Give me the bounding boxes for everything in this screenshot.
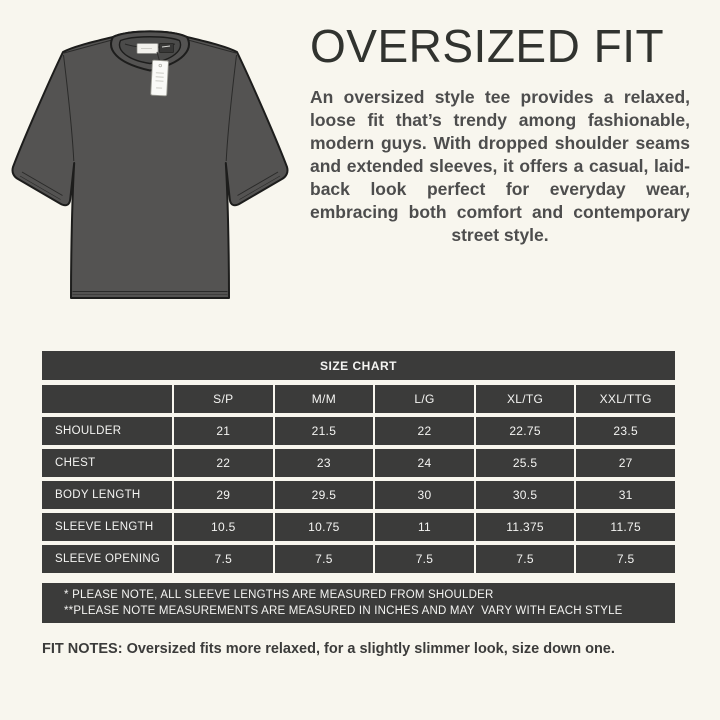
- row-label: CHEST: [42, 449, 172, 477]
- size-value: 23.5: [576, 417, 675, 445]
- size-value: 21: [174, 417, 273, 445]
- row-label: SLEEVE OPENING: [42, 545, 172, 573]
- size-value: 7.5: [476, 545, 575, 573]
- fit-notes-label: FIT NOTES:: [42, 641, 123, 657]
- size-value: 30: [375, 481, 474, 509]
- size-value: 27: [576, 449, 675, 477]
- fit-notes: [42, 641, 692, 657]
- corner-cell: [42, 385, 172, 413]
- size-value: 30.5: [476, 481, 575, 509]
- size-chart-title: SIZE CHART: [42, 351, 675, 380]
- column-header: XXL/TTG: [576, 385, 675, 413]
- size-value: 11.75: [576, 513, 675, 541]
- header-section: [310, 16, 690, 247]
- note-line-2: **PLEASE NOTE MEASUREMENTS ARE MEASURED IN INCHES AND MAY VARY WITH EACH STYLE: [64, 604, 623, 617]
- size-value: 7.5: [375, 545, 474, 573]
- tshirt-drawing-svg: [0, 0, 300, 340]
- fit-notes-text: Oversized fits more relaxed, for a slightly slimmer look, size down one.: [122, 641, 615, 657]
- size-value: 7.5: [174, 545, 273, 573]
- column-header: L/G: [375, 385, 474, 413]
- size-chart: [42, 351, 675, 623]
- size-value: 29.5: [275, 481, 374, 509]
- size-value: 7.5: [576, 545, 675, 573]
- column-header: M/M: [275, 385, 374, 413]
- size-chart-notes: [42, 583, 675, 623]
- size-value: 7.5: [275, 545, 374, 573]
- tshirt-illustration: [0, 0, 300, 340]
- size-value: 23: [275, 449, 374, 477]
- size-value: 25.5: [476, 449, 575, 477]
- fit-description: An oversized style tee provides a relaxed, loose fit that’s trendy among fashionable, modern guys. With dropped shoulder seams and extended sleeves, it offers a casual, laid-back look perfect for everyday wear, embracing both comfort and contemporary street style.: [310, 87, 690, 245]
- row-label: SHOULDER: [42, 417, 172, 445]
- size-value: 22: [174, 449, 273, 477]
- row-label: SLEEVE LENGTH: [42, 513, 172, 541]
- size-value: 10.5: [174, 513, 273, 541]
- size-value: 22: [375, 417, 474, 445]
- page-title: OVERSIZED FIT: [310, 20, 665, 72]
- size-value: 24: [375, 449, 474, 477]
- size-value: 29: [174, 481, 273, 509]
- column-header: S/P: [174, 385, 273, 413]
- size-value: 10.75: [275, 513, 374, 541]
- brand-label: [160, 44, 174, 53]
- size-value: 11.375: [476, 513, 575, 541]
- column-header: XL/TG: [476, 385, 575, 413]
- size-value: 22.75: [476, 417, 575, 445]
- size-chart-grid: [42, 385, 675, 573]
- size-value: 31: [576, 481, 675, 509]
- row-label: BODY LENGTH: [42, 481, 172, 509]
- size-value: 11: [375, 513, 474, 541]
- size-value: 21.5: [275, 417, 374, 445]
- note-line-1: * PLEASE NOTE, ALL SLEEVE LENGTHS ARE MEASURED FROM SHOULDER: [64, 589, 494, 601]
